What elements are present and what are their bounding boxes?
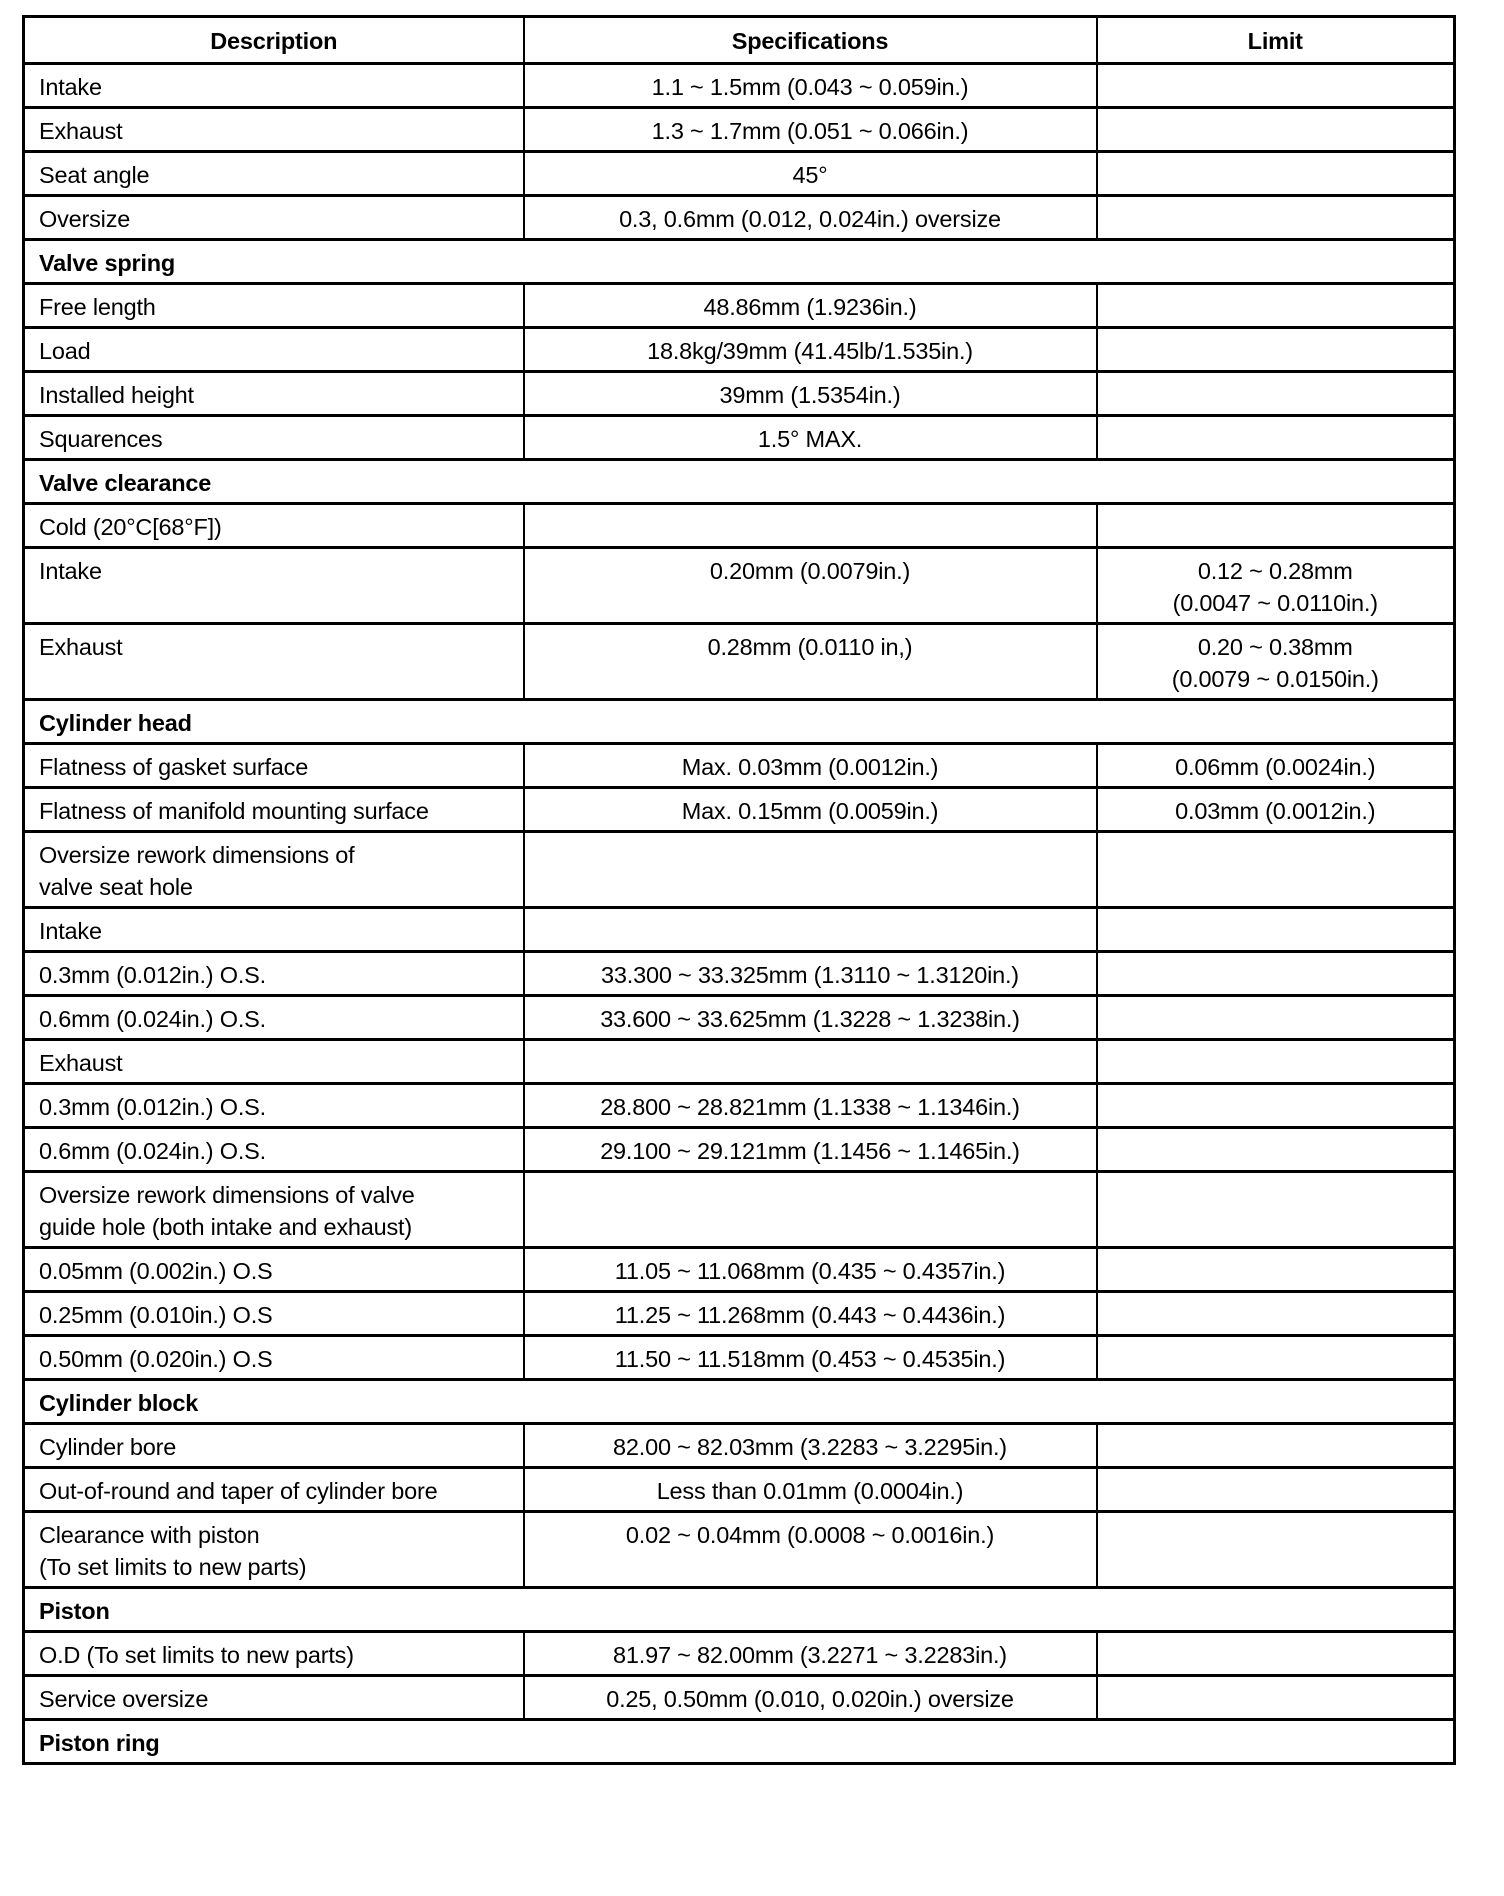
cell-text-line: Squarences [39, 426, 163, 452]
table-row [24, 908, 1455, 952]
description-cell [24, 64, 524, 108]
cell-text-line: Exhaust [39, 1050, 123, 1076]
description-cell [24, 744, 524, 788]
cell-text-line: 29.100 ~ 29.121mm (1.1456 ~ 1.1465in.) [600, 1138, 1020, 1164]
specification-cell [524, 744, 1097, 788]
specification-cell [524, 908, 1097, 952]
table-row [24, 548, 1455, 624]
section-row [24, 1588, 1455, 1632]
cell-text-line: 81.97 ~ 82.00mm (3.2271 ~ 3.2283in.) [613, 1642, 1007, 1668]
table-row [24, 788, 1455, 832]
cell-text-line: Flatness of manifold mounting surface [39, 798, 429, 824]
cell-text-line: Oversize rework dimensions of valve [39, 1182, 415, 1208]
specification-cell [524, 504, 1097, 548]
specification-cell [524, 196, 1097, 240]
table-row [24, 832, 1455, 908]
limit-cell [1097, 1248, 1455, 1292]
specification-cell [524, 1468, 1097, 1512]
description-cell [24, 788, 524, 832]
section-row [24, 1380, 1455, 1424]
limit-cell [1097, 996, 1455, 1040]
limit-cell [1097, 1128, 1455, 1172]
limit-cell [1097, 416, 1455, 460]
cell-text-line: 45° [792, 162, 828, 188]
cell-text-line: 48.86mm (1.9236in.) [703, 294, 917, 320]
specification-cell [524, 1512, 1097, 1588]
limit-cell [1097, 64, 1455, 108]
header-row [24, 17, 1455, 64]
table-body [24, 64, 1455, 1764]
description-cell [24, 1292, 524, 1336]
cell-text-line: valve seat hole [39, 874, 193, 900]
specification-cell [524, 1676, 1097, 1720]
specification-cell [524, 1292, 1097, 1336]
description-cell [24, 1512, 524, 1588]
cell-text-line: Intake [39, 74, 102, 100]
description-cell [24, 1336, 524, 1380]
section-title: Cylinder block [24, 1380, 1455, 1424]
section-title: Piston [24, 1588, 1455, 1632]
section-row [24, 700, 1455, 744]
limit-cell [1097, 624, 1455, 700]
table-row [24, 64, 1455, 108]
limit-cell [1097, 1512, 1455, 1588]
table-row [24, 372, 1455, 416]
specifications-table [22, 15, 1456, 1765]
table-row [24, 108, 1455, 152]
description-cell [24, 548, 524, 624]
description-cell [24, 416, 524, 460]
cell-text-line: 0.20 ~ 0.38mm [1197, 634, 1353, 660]
cell-text-line: 33.600 ~ 33.625mm (1.3228 ~ 1.3238in.) [600, 1006, 1020, 1032]
section-title: Valve clearance [24, 460, 1455, 504]
cell-text-line: 11.05 ~ 11.068mm (0.435 ~ 0.4357in.) [614, 1258, 1006, 1284]
cell-text-line: 0.28mm (0.0110 in,) [707, 634, 913, 660]
cell-text-line: Cold (20°C[68°F]) [39, 514, 222, 540]
cell-text-line: 0.3mm (0.012in.) O.S. [39, 962, 266, 988]
section-row [24, 1720, 1455, 1764]
cell-text-line: 18.8kg/39mm (41.45lb/1.535in.) [647, 338, 973, 364]
cell-text-line: 0.25mm (0.010in.) O.S [39, 1302, 273, 1328]
cell-text-line: (To set limits to new parts) [39, 1554, 307, 1580]
table-row [24, 1468, 1455, 1512]
table-row [24, 1424, 1455, 1468]
limit-cell [1097, 284, 1455, 328]
specification-cell [524, 996, 1097, 1040]
specification-cell [524, 1336, 1097, 1380]
cell-text-line: 0.25, 0.50mm (0.010, 0.020in.) oversize [606, 1686, 1014, 1712]
cell-text-line: (0.0047 ~ 0.0110in.) [1172, 590, 1378, 616]
cell-text-line: 33.300 ~ 33.325mm (1.3110 ~ 1.3120in.) [601, 962, 1019, 988]
cell-text-line: 0.3, 0.6mm (0.012, 0.024in.) oversize [619, 206, 1001, 232]
cell-text-line: 0.6mm (0.024in.) O.S. [39, 1006, 266, 1032]
description-cell [24, 196, 524, 240]
table-row [24, 1512, 1455, 1588]
description-cell [24, 1424, 524, 1468]
specification-cell [524, 548, 1097, 624]
table-row [24, 1172, 1455, 1248]
cell-text-line: 0.03mm (0.0012in.) [1175, 798, 1376, 824]
cell-text-line: Less than 0.01mm (0.0004in.) [656, 1478, 964, 1504]
cell-text-line: Max. 0.03mm (0.0012in.) [681, 754, 939, 780]
table-row [24, 1128, 1455, 1172]
limit-cell [1097, 1084, 1455, 1128]
header-limit: Limit [1097, 17, 1455, 64]
cell-text-line: Cylinder bore [39, 1434, 177, 1460]
cell-text-line: 0.50mm (0.020in.) O.S [39, 1346, 273, 1372]
description-cell [24, 152, 524, 196]
header-specifications: Specifications [524, 17, 1097, 64]
table-row [24, 1084, 1455, 1128]
specification-cell [524, 1632, 1097, 1676]
cell-text-line: Out-of-round and taper of cylinder bore [39, 1478, 438, 1504]
specification-cell [524, 624, 1097, 700]
table-row [24, 152, 1455, 196]
cell-text-line: Clearance with piston [39, 1522, 260, 1548]
cell-text-line: 28.800 ~ 28.821mm (1.1338 ~ 1.1346in.) [600, 1094, 1020, 1120]
limit-cell [1097, 908, 1455, 952]
cell-text-line: 0.3mm (0.012in.) O.S. [39, 1094, 266, 1120]
limit-cell [1097, 744, 1455, 788]
limit-cell [1097, 1424, 1455, 1468]
cell-text-line: Installed height [39, 382, 194, 408]
description-cell [24, 1084, 524, 1128]
cell-text-line: Oversize rework dimensions of [39, 842, 355, 868]
cell-text-line: Seat angle [39, 162, 150, 188]
description-cell [24, 908, 524, 952]
description-cell [24, 372, 524, 416]
cell-text-line: 0.20mm (0.0079in.) [709, 558, 911, 584]
description-cell [24, 1676, 524, 1720]
table-row [24, 1336, 1455, 1380]
limit-cell [1097, 1468, 1455, 1512]
specification-cell [524, 108, 1097, 152]
description-cell [24, 1248, 524, 1292]
cell-text-line: 0.05mm (0.002in.) O.S [39, 1258, 273, 1284]
limit-cell [1097, 1040, 1455, 1084]
specification-cell [524, 1084, 1097, 1128]
table-row [24, 1040, 1455, 1084]
cell-text-line: Intake [39, 918, 102, 944]
specification-cell [524, 64, 1097, 108]
cell-text-line: guide hole (both intake and exhaust) [39, 1214, 412, 1240]
section-row [24, 460, 1455, 504]
table-row [24, 284, 1455, 328]
description-cell [24, 284, 524, 328]
cell-text-line: 0.12 ~ 0.28mm [1197, 558, 1353, 584]
specification-cell [524, 328, 1097, 372]
description-cell [24, 328, 524, 372]
cell-text-line: Service oversize [39, 1686, 209, 1712]
table-row [24, 952, 1455, 996]
cell-text-line: 11.50 ~ 11.518mm (0.453 ~ 0.4535in.) [614, 1346, 1006, 1372]
cell-text-line: 39mm (1.5354in.) [719, 382, 901, 408]
table-row [24, 196, 1455, 240]
description-cell [24, 1172, 524, 1248]
specification-cell [524, 1040, 1097, 1084]
specification-cell [524, 788, 1097, 832]
specification-cell [524, 372, 1097, 416]
limit-cell [1097, 832, 1455, 908]
section-title: Valve spring [24, 240, 1455, 284]
cell-text-line: 0.02 ~ 0.04mm (0.0008 ~ 0.0016in.) [625, 1522, 995, 1548]
specification-cell [524, 284, 1097, 328]
cell-text-line: 1.1 ~ 1.5mm (0.043 ~ 0.059in.) [651, 74, 969, 100]
cell-text-line: 11.25 ~ 11.268mm (0.443 ~ 0.4436in.) [614, 1302, 1006, 1328]
limit-cell [1097, 788, 1455, 832]
table-row [24, 624, 1455, 700]
description-cell [24, 1468, 524, 1512]
limit-cell [1097, 108, 1455, 152]
limit-cell [1097, 328, 1455, 372]
table-row [24, 1248, 1455, 1292]
table-row [24, 416, 1455, 460]
description-cell [24, 1040, 524, 1084]
limit-cell [1097, 548, 1455, 624]
cell-text-line: Flatness of gasket surface [39, 754, 309, 780]
description-cell [24, 832, 524, 908]
limit-cell [1097, 196, 1455, 240]
specification-cell [524, 152, 1097, 196]
specification-cell [524, 952, 1097, 996]
specification-cell [524, 1248, 1097, 1292]
table-row [24, 1292, 1455, 1336]
table-row [24, 504, 1455, 548]
description-cell [24, 1632, 524, 1676]
cell-text-line: Intake [39, 558, 102, 584]
limit-cell [1097, 152, 1455, 196]
cell-text-line: 0.06mm (0.0024in.) [1175, 754, 1376, 780]
cell-text-line: Free length [39, 294, 156, 320]
cell-text-line: Exhaust [39, 634, 123, 660]
specification-cell [524, 1128, 1097, 1172]
description-cell [24, 996, 524, 1040]
limit-cell [1097, 1172, 1455, 1248]
table-row [24, 1676, 1455, 1720]
table-row [24, 328, 1455, 372]
cell-text-line: 1.5° MAX. [757, 426, 863, 452]
table-row [24, 744, 1455, 788]
limit-cell [1097, 372, 1455, 416]
cell-text-line: (0.0079 ~ 0.0150in.) [1171, 666, 1379, 692]
cell-text-line: O.D (To set limits to new parts) [39, 1642, 354, 1668]
description-cell [24, 624, 524, 700]
specification-cell [524, 1424, 1097, 1468]
cell-text-line: 82.00 ~ 82.03mm (3.2283 ~ 3.2295in.) [613, 1434, 1007, 1460]
limit-cell [1097, 952, 1455, 996]
cell-text-line: Oversize [39, 206, 131, 232]
cell-text-line: Load [39, 338, 91, 364]
table-row [24, 1632, 1455, 1676]
limit-cell [1097, 1676, 1455, 1720]
specification-cell [524, 1172, 1097, 1248]
table-row [24, 996, 1455, 1040]
section-title: Cylinder head [24, 700, 1455, 744]
limit-cell [1097, 1336, 1455, 1380]
specification-cell [524, 832, 1097, 908]
description-cell [24, 1128, 524, 1172]
limit-cell [1097, 1292, 1455, 1336]
cell-text-line: Max. 0.15mm (0.0059in.) [681, 798, 939, 824]
specification-cell [524, 416, 1097, 460]
section-title: Piston ring [24, 1720, 1455, 1764]
limit-cell [1097, 1632, 1455, 1676]
section-row [24, 240, 1455, 284]
cell-text-line: Exhaust [39, 118, 123, 144]
limit-cell [1097, 504, 1455, 548]
description-cell [24, 504, 524, 548]
cell-text-line: 0.6mm (0.024in.) O.S. [39, 1138, 266, 1164]
header-description: Description [24, 17, 524, 64]
description-cell [24, 108, 524, 152]
cell-text-line: 1.3 ~ 1.7mm (0.051 ~ 0.066in.) [651, 118, 969, 144]
description-cell [24, 952, 524, 996]
